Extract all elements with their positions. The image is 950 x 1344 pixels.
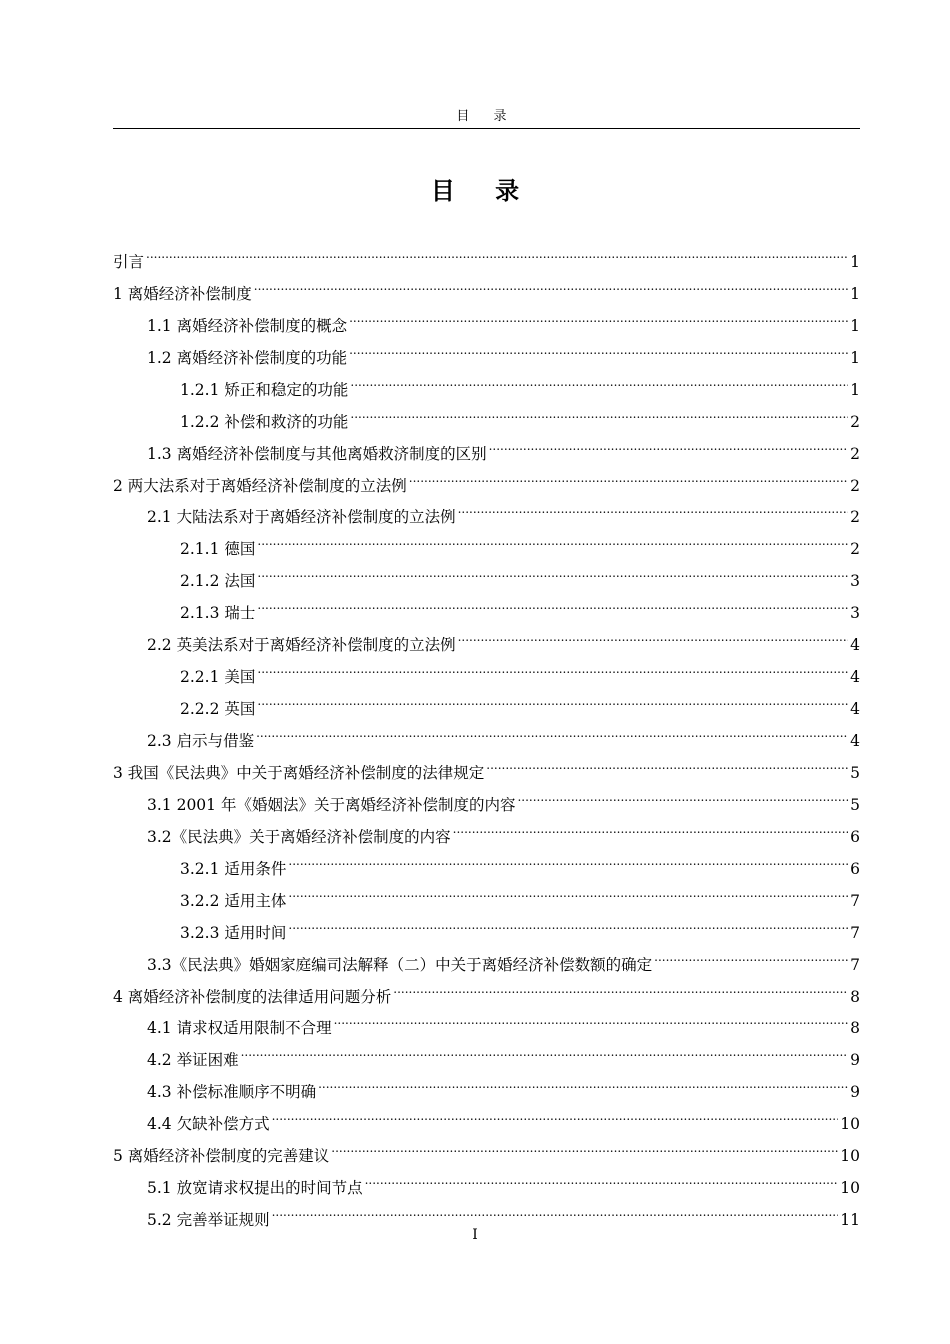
toc-entry-label: 4.4 欠缺补偿方式 xyxy=(147,1115,270,1134)
toc-leader-dots xyxy=(654,938,848,970)
toc-entry-page: 1 xyxy=(850,252,860,271)
toc-entry-label: 4.1 请求权适用限制不合理 xyxy=(147,1019,332,1038)
toc-leader-dots xyxy=(409,459,848,491)
toc-entry-label: 3.2.3 适用时间 xyxy=(180,923,287,942)
toc-entry-label: 3.2.2 适用主体 xyxy=(180,891,287,910)
toc-entry-label: 2.2.2 英国 xyxy=(180,700,256,719)
toc-leader-dots xyxy=(350,363,848,395)
toc-entry-page: 11 xyxy=(840,1211,860,1230)
toc-entry-page: 7 xyxy=(850,891,860,910)
toc-entry-label: 1.1 离婚经济补偿制度的概念 xyxy=(147,316,348,335)
toc-entry-page: 2 xyxy=(850,444,860,463)
toc-leader-dots xyxy=(318,1065,848,1097)
toc-leader-dots xyxy=(257,586,848,618)
toc-entry-label: 4 离婚经济补偿制度的法律适用问题分析 xyxy=(113,987,392,1006)
toc-entry-page: 10 xyxy=(840,1179,860,1198)
toc-entry-label: 3.1 2001 年《婚姻法》关于离婚经济补偿制度的内容 xyxy=(147,795,516,814)
toc-entry-label: 5.1 放宽请求权提出的时间节点 xyxy=(147,1179,363,1198)
toc-entry-page: 2 xyxy=(850,508,860,527)
toc-leader-dots xyxy=(331,1129,838,1161)
toc-leader-dots xyxy=(241,1033,849,1065)
toc-entry-page: 10 xyxy=(840,1147,860,1166)
toc-leader-dots xyxy=(257,650,848,682)
toc-entry-page: 8 xyxy=(850,1019,860,1038)
toc-entry-label: 2.1.1 德国 xyxy=(180,540,256,559)
toc-entry-label: 3 我国《民法典》中关于离婚经济补偿制度的法律规定 xyxy=(113,763,485,782)
toc-entry-page: 4 xyxy=(850,700,860,719)
toc-leader-dots xyxy=(517,778,848,810)
toc-entry-page: 5 xyxy=(850,763,860,782)
toc-entry-label: 2.1.2 法国 xyxy=(180,572,256,591)
toc-entry-label: 1.2.2 补偿和救济的功能 xyxy=(180,412,349,431)
toc-entry-page: 2 xyxy=(850,476,860,495)
toc-entry-page: 5 xyxy=(850,795,860,814)
toc-entry-page: 1 xyxy=(850,380,860,399)
toc-entry-page: 4 xyxy=(850,636,860,655)
toc-leader-dots xyxy=(288,842,848,874)
toc-entry-label: 3.2《民法典》关于离婚经济补偿制度的内容 xyxy=(147,827,451,846)
toc-leader-dots xyxy=(458,491,849,523)
toc-leader-dots xyxy=(256,714,848,746)
toc-leader-dots xyxy=(349,331,848,363)
toc-title: 目 录 xyxy=(430,177,536,205)
toc-entry-label: 2.1.3 瑞士 xyxy=(180,604,256,623)
running-header: 目 录 xyxy=(456,109,517,124)
toc-entry-page: 6 xyxy=(850,859,860,878)
toc-leader-dots xyxy=(257,554,848,586)
toc-entry-page: 3 xyxy=(850,572,860,591)
header-rule xyxy=(113,128,860,129)
toc-leader-dots xyxy=(272,1097,839,1129)
toc-entry-page: 1 xyxy=(850,284,860,303)
toc-leader-dots xyxy=(272,1193,839,1225)
toc-entry-page: 1 xyxy=(850,348,860,367)
toc-entry-label: 3.2.1 适用条件 xyxy=(180,859,287,878)
toc-entry-page: 10 xyxy=(840,1115,860,1134)
toc-entry-label: 1.2.1 矫正和稳定的功能 xyxy=(180,380,349,399)
toc-entry-page: 6 xyxy=(850,827,860,846)
table-of-contents xyxy=(113,235,860,1230)
toc-entry-label: 5 离婚经济补偿制度的完善建议 xyxy=(113,1147,330,1166)
toc-leader-dots xyxy=(393,970,848,1002)
toc-leader-dots xyxy=(254,267,848,299)
toc-entry-label: 1.3 离婚经济补偿制度与其他离婚救济制度的区别 xyxy=(147,444,487,463)
toc-entry-page: 7 xyxy=(850,955,860,974)
toc-entry-label: 3.3《民法典》婚姻家庭编司法解释（二）中关于离婚经济补偿数额的确定 xyxy=(147,955,653,974)
toc-entry-label: 2.1 大陆法系对于离婚经济补偿制度的立法例 xyxy=(147,508,456,527)
toc-leader-dots xyxy=(146,235,848,267)
toc-entry[interactable] xyxy=(113,267,860,303)
toc-entry-label: 1 离婚经济补偿制度 xyxy=(113,284,252,303)
toc-entry-label: 1.2 离婚经济补偿制度的功能 xyxy=(147,348,348,367)
toc-entry-page: 4 xyxy=(850,732,860,750)
toc-leader-dots xyxy=(350,395,848,427)
toc-leader-dots xyxy=(334,1002,849,1034)
toc-entry-page: 7 xyxy=(850,923,860,942)
toc-entry-label: 2.2 英美法系对于离婚经济补偿制度的立法例 xyxy=(147,636,456,655)
toc-entry-page: 1 xyxy=(850,316,860,335)
toc-entry-label: 5.2 完善举证规则 xyxy=(147,1211,270,1230)
toc-entry-label: 2.2.1 美国 xyxy=(180,668,256,687)
toc-leader-dots xyxy=(453,810,848,842)
toc-entry-page: 2 xyxy=(850,540,860,559)
toc-entry-page: 9 xyxy=(850,1051,860,1070)
toc-leader-dots xyxy=(257,522,848,554)
toc-leader-dots xyxy=(288,874,848,906)
toc-leader-dots xyxy=(365,1161,839,1193)
toc-entry-page: 9 xyxy=(850,1083,860,1102)
page-number: I xyxy=(472,1227,478,1243)
toc-entry[interactable] xyxy=(113,235,860,271)
toc-entry-label: 引言 xyxy=(113,252,145,271)
toc-entry-page: 3 xyxy=(850,604,860,623)
toc-entry-page: 4 xyxy=(850,668,860,687)
toc-leader-dots xyxy=(288,906,848,938)
toc-entry-label: 4.3 补偿标准顺序不明确 xyxy=(147,1083,317,1102)
toc-leader-dots xyxy=(489,427,849,459)
toc-entry-label: 2.3 启示与借鉴 xyxy=(147,732,255,750)
toc-entry-label: 2 两大法系对于离婚经济补偿制度的立法例 xyxy=(113,476,407,495)
toc-leader-dots xyxy=(458,618,849,650)
toc-leader-dots xyxy=(486,746,848,778)
toc-entry-label: 4.2 举证困难 xyxy=(147,1051,239,1070)
toc-entry-page: 8 xyxy=(850,987,860,1006)
toc-entry-page: 2 xyxy=(850,412,860,431)
toc-leader-dots xyxy=(349,299,848,331)
toc-leader-dots xyxy=(257,682,848,714)
